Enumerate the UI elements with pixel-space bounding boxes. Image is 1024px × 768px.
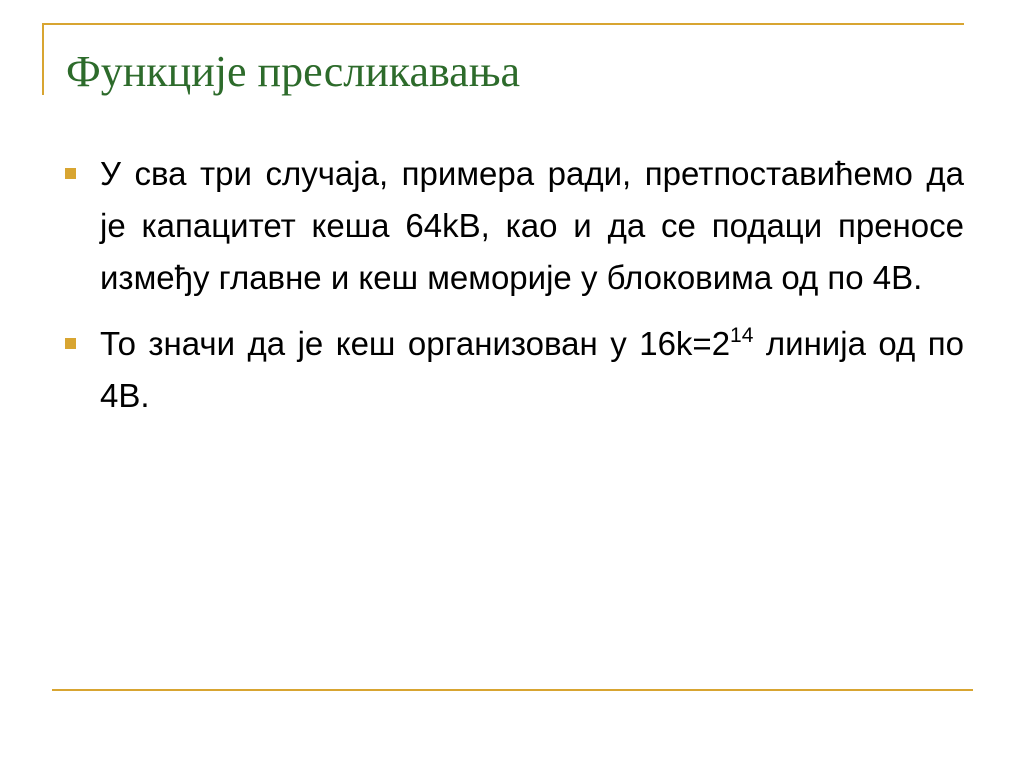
bullet-text-main: То значи да је кеш организован у 16k=2 [100, 325, 731, 362]
square-bullet-icon [65, 338, 76, 349]
bullet-text [100, 318, 964, 422]
square-bullet-icon [65, 168, 76, 179]
bullet-item [64, 148, 964, 304]
bullet-item [64, 318, 964, 422]
bullet-text-tail: линија од по 4B. [100, 325, 964, 414]
left-accent-line [42, 23, 44, 95]
slide-body [64, 148, 964, 436]
bottom-accent-line [52, 689, 973, 691]
top-accent-line [42, 23, 964, 25]
bullet-text: У сва три случаја, примера ради, претпоставићемо да је капацитет кеша 64kB, као и да се подаци преносе између главне и кеш меморије у блоковима од по 4B. [100, 155, 964, 296]
exponent: 14 [730, 324, 754, 347]
slide-title: Функције пресликавања [66, 47, 521, 96]
